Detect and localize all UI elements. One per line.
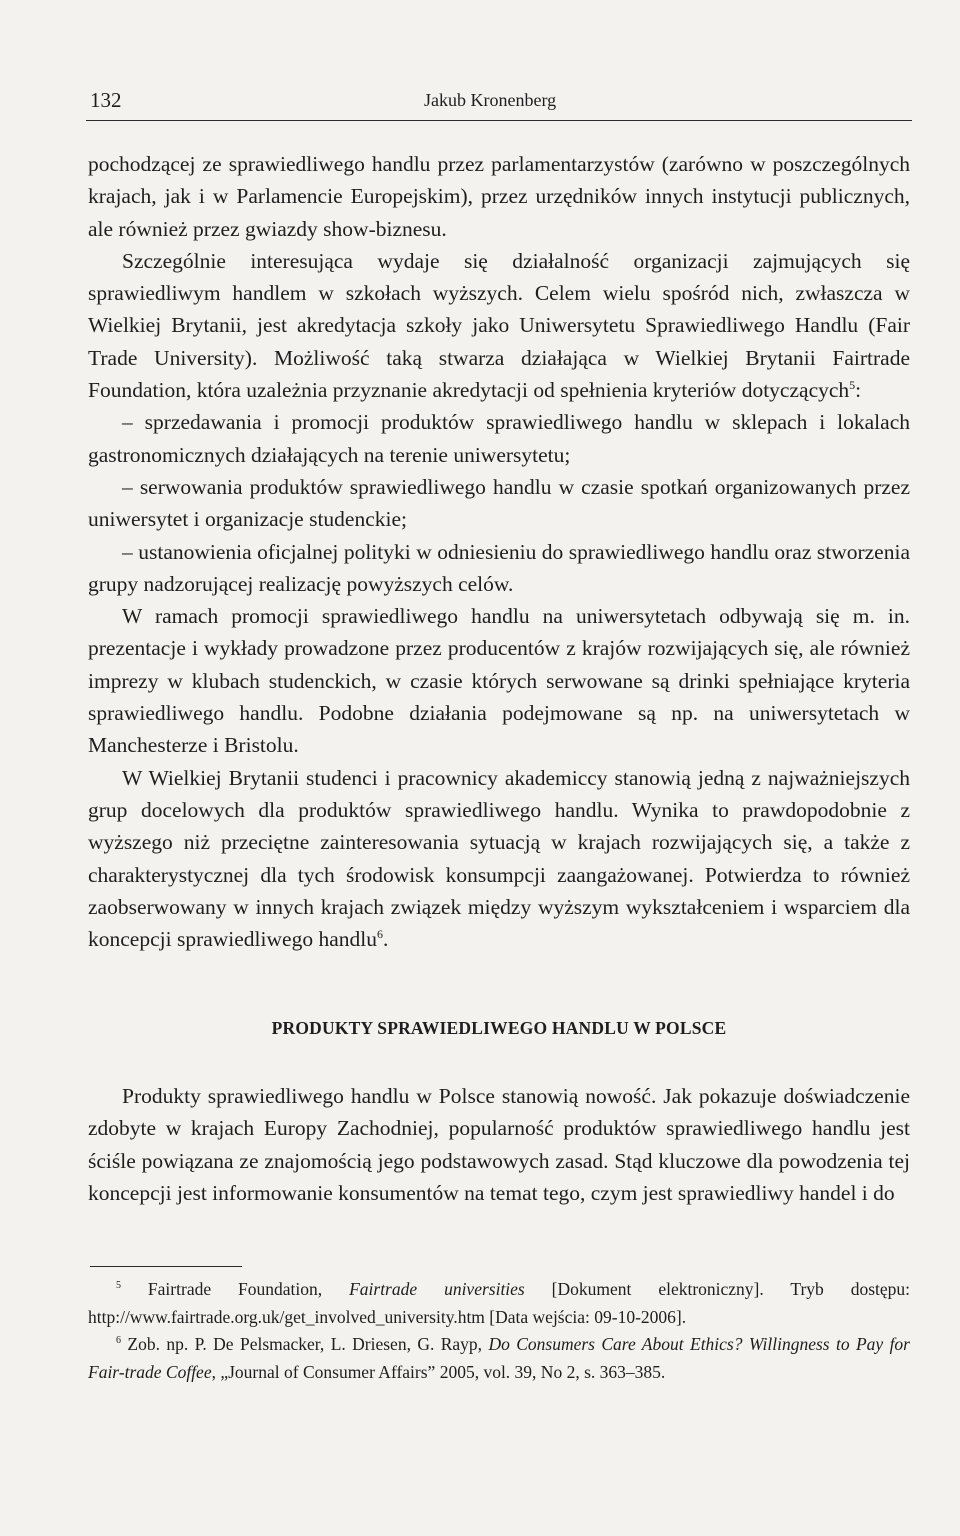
footnote-ref-6: 6	[376, 926, 383, 941]
section-body	[88, 1080, 910, 1209]
footnote-5: $^5$ Fairtrade Foundation, Fairtrade universities [Dokument elektroniczny]. Tryb dostępu: http://www.fairtrade.org.uk/get_involved_university.htm [Data wejścia: 09-10-2006].	[88, 1279, 911, 1327]
paragraph-4: W Wielkiej Brytanii studenci i pracownicy akademiccy stanowią jedną z najważniejszych grup docelowych dla produktów sprawiedliwego handlu. Wynika to prawdopodobnie z wyższego niż przeciętne zainteresowania sytuacją w krajach rozwijających się, a także z charakterystycznej dla tych środowisk konsumpcji zaangażowanej. Potwierdza to również zaobserwowany w innych krajach związek między wyższym wykształceniem i wsparciem dla koncepcji sprawiedliwego handlu$^6$.	[88, 765, 910, 952]
list-item-3: – ustanowienia oficjalnej polityki w odniesieniu do sprawiedliwego handlu oraz stworzenia grupy nadzorującej realizację powyższych celów.	[88, 539, 910, 596]
paragraph-1: pochodzącej ze sprawiedliwego handlu przez parlamentarzystów (zarówno w poszczególnych krajach, jak i w Parlamencie Europejskim), przez urzędników innych instytucji publicznych, ale również przez gwiazdy show-biznesu.	[88, 152, 910, 241]
section-paragraph: Produkty sprawiedliwego handlu w Polsce stanowią nowość. Jak pokazuje doświadczenie zdobyte w krajach Europy Zachodniej, popularność produktów sprawiedliwego handlu jest ściśle powiązana ze znajomością jego podstawowych zasad. Stąd kluczowe dla powodzenia tej koncepcji jest informowanie konsumentów na temat tego, czym jest sprawiedliwy handel i do	[88, 1084, 910, 1205]
page-header	[86, 86, 912, 121]
paragraph-2: Szczególnie interesująca wydaje się działalność organizacji zajmujących się sprawiedliwym handlem w szkołach wyższych. Celem wielu spośród nich, zwłaszcza w Wielkiej Brytanii, jest akredytacja szkoły jako Uniwersytetu Sprawiedliwego Handlu (Fair Trade University). Możliwość taką stwarza działająca w Wielkiej Brytanii Fairtrade Foundation, która uzależnia przyznanie akredytacji od spełnienia kryteriów dotyczących$^5$:	[88, 248, 910, 403]
section-heading: PRODUKTY SPRAWIEDLIWEGO HANDLU W POLSCE	[271, 1018, 727, 1038]
running-head: Jakub Kronenberg	[424, 90, 557, 110]
body-text	[88, 148, 910, 955]
list-item-2: – serwowania produktów sprawiedliwego handlu w czasie spotkań organizowanych przez uniwersytet i organizacje studenckie;	[88, 474, 910, 532]
footnote-6: $^6$ Zob. np. P. De Pelsmacker, L. Driesen, G. Rayp, Do Consumers Care About Ethics? Willingness to Pay for Fair-trade Coffee, „Journal of Consumer Affairs” 2005, vol. 39, No 2, s. 363–385.	[88, 1334, 910, 1382]
footnote-ref-5: 5	[849, 377, 856, 392]
page-number: 132	[90, 88, 122, 112]
paragraph-3: W ramach promocji sprawiedliwego handlu na uniwersytetach odbywają się m. in. prezentacje i wykłady prowadzone przez producentów z krajów rozwijających się, ale również imprezy w klubach studenckich, w czasie których serwowane są drinki spełniające kryteria sprawiedliwego handlu. Podobne działania podejmowane są np. na uniwersytetach w Manchesterze i Bristolu.	[88, 604, 910, 758]
footnote-divider	[90, 1266, 242, 1267]
list-item-1: – sprzedawania i promocji produktów sprawiedliwego handlu w sklepach i lokalach gastronomicznych działających na terenie uniwersytetu;	[88, 410, 910, 467]
footnotes	[88, 1276, 910, 1386]
